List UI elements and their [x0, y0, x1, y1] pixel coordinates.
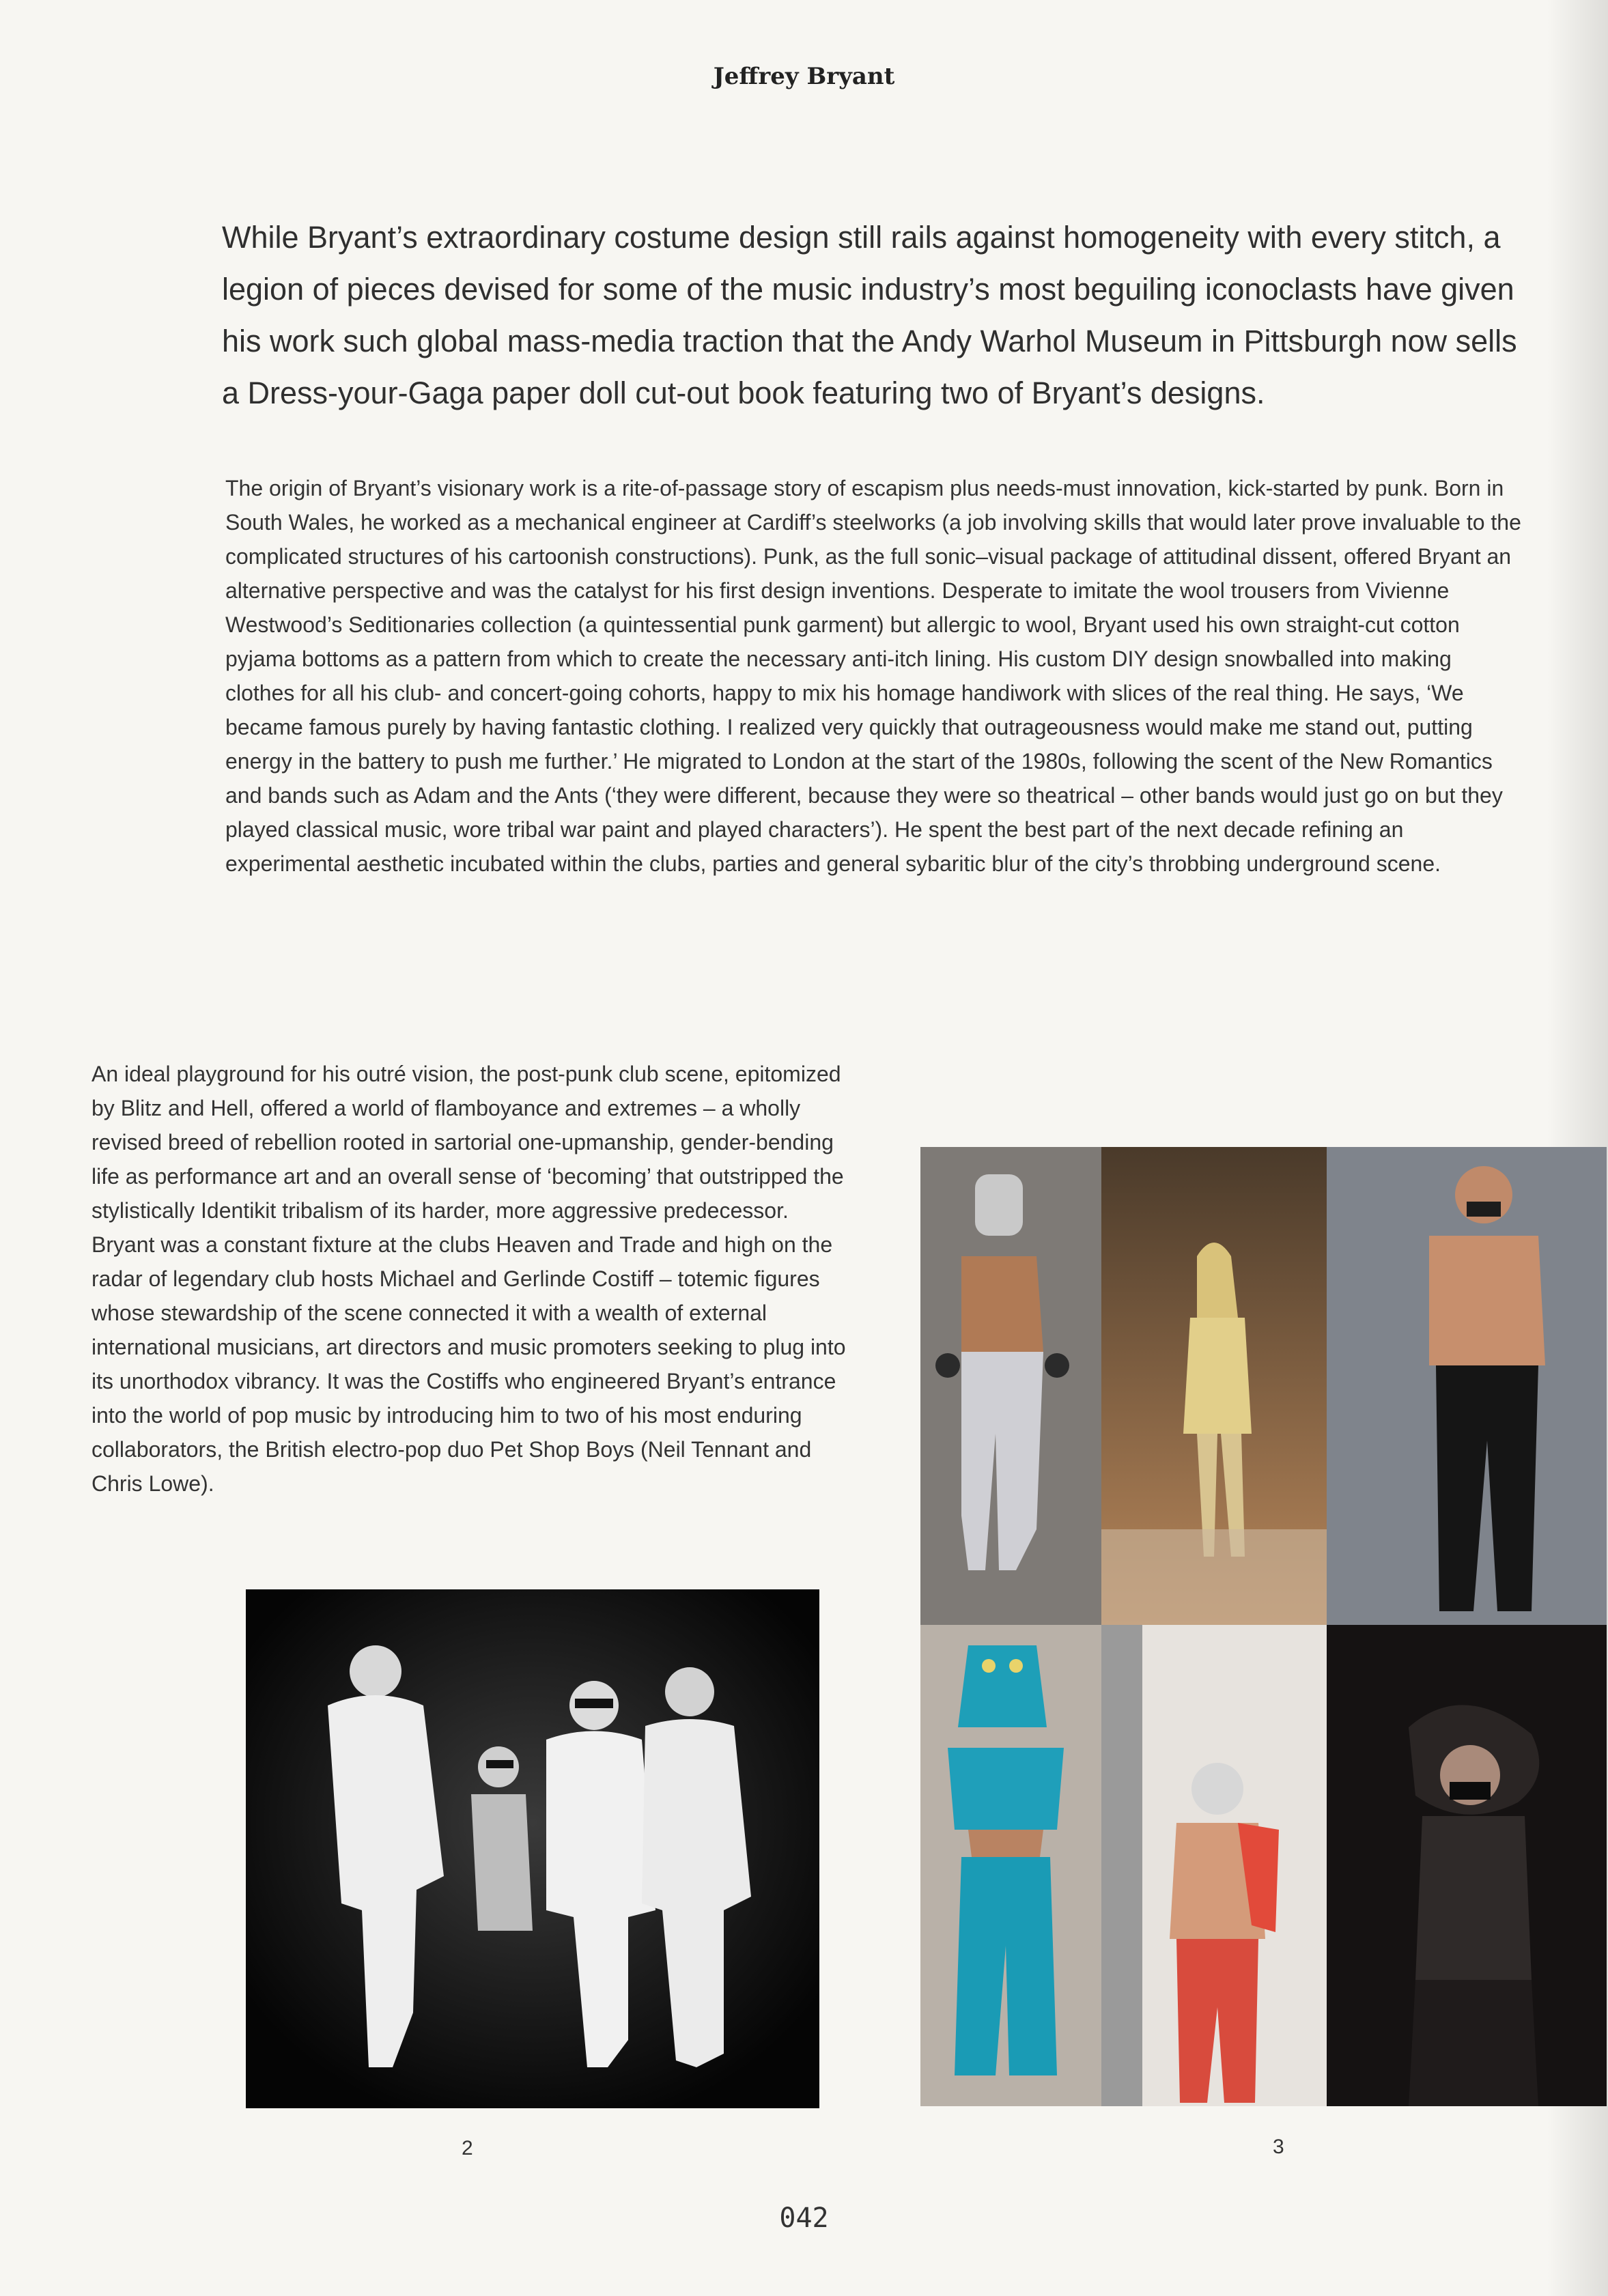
- page-number: 042: [779, 2202, 829, 2234]
- body-paragraph: The origin of Bryant’s visionary work is a rite-of-passage story of escapism plus needs-must innovation, kick-started by punk. Born in South Wales, he worked as a mechanical engineer at Cardiff’s steelworks (a job involving skills that would later prove invaluable to the complicated structures of his cartoonish constructions). Punk, as the full sonic–visual package of attitudinal dissent, offered Bryant an alternative perspective and was the catalyst for his first design inventions. Desperate to imitate the wool trousers from Vivienne Westwood’s Seditionaries collection (a quintessential punk garment) but allergic to wool, Bryant used his own straight-cut cotton pyjama bottoms as a pattern from which to create the necessary anti-itch lining. His custom DIY design snowballed into making clothes for all his club- and concert-going cohorts, happy to mix his homage handiwork with slices of the real thing. He says, ‘We became famous purely by having fantastic clothing. I realized very quickly that outrageousness would make me stand out, putting energy in the battery to push me further.’ He migrated to London at the start of the 1980s, following the scent of the New Romantics and bands such as Adam and the Ants (‘they were different, because they were so theatrical – other bands would just go on but they played classical music, wore tribal war paint and played characters’). He spent the best part of the next decade refining an experimental aesthetic incubated within the clubs, parties and general sybaritic blur of the city’s throbbing underground scene.: [225, 476, 1521, 876]
- column-paragraph: An ideal playground for his outré vision, the post-punk club scene, epitomized by Blitz and Hell, offered a world of flamboyance and extremes – a wholly revised breed of rebellion rooted in sartorial one-upmanship, gender-bending life as performance art and an overall sense of ‘becoming’ that outstripped the stylistically Identikit tribalism of its harder, more aggressive predecessor. Bryant was a constant fixture at the clubs Heaven and Trade and high on the radar of legendary club hosts Michael and Gerlinde Costiff – totemic figures whose stewardship of the scene connected it with a wealth of external international musicians, art directors and music promoters seeking to plug into its unorthodox vibrancy. It was the Costiffs who engineered Bryant’s entrance into the world of pop music by introducing him to two of his most enduring collaborators, the British electro-pop duo Pet Shop Boys (Neil Tennant and Chris Lowe).: [91, 1062, 846, 1496]
- collage-image-leather-muzzle: [1327, 1147, 1607, 1625]
- collage-image-gold-runway: [1101, 1147, 1327, 1625]
- pull-quote: While Bryant’s extraordinary costume design still rails against homogeneity with every stitch, a legion of pieces devised for some of the music industry’s most beguiling iconoclasts have given his work such global mass-media traction that the Andy Warhol Museum in Pittsburgh now sells a Dress-your-Gaga paper doll cut-out book featuring two of Bryant’s designs.: [222, 220, 1517, 410]
- group-photo-illustration: [246, 1589, 819, 2108]
- figure-2-photo: [246, 1589, 819, 2108]
- figure-2-caption: 2: [462, 2137, 473, 2159]
- figure-3-collage: [920, 1147, 1607, 2106]
- collage-image-black-feathers: [1327, 1625, 1607, 2106]
- collage-image-turquoise-costume: [920, 1625, 1101, 2106]
- figure-3-caption: 3: [1273, 2136, 1284, 2158]
- collage-image-silver-mask: [920, 1147, 1101, 1625]
- running-header: Jeffrey Bryant: [713, 63, 895, 90]
- collage-image-red-runway: [1101, 1625, 1327, 2106]
